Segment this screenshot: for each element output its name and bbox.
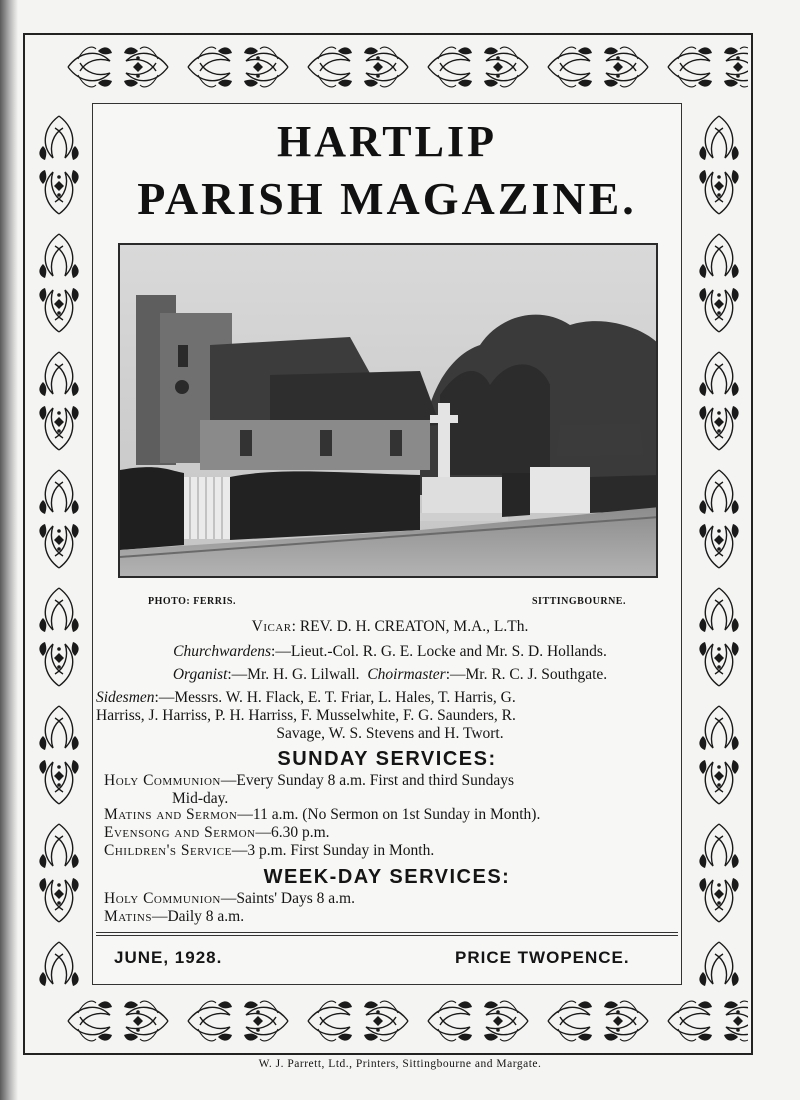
choirmaster-label: Choirmaster: [367, 666, 446, 683]
sunday-matins: [104, 806, 684, 824]
sunday-evensong: [104, 824, 684, 842]
organist-line: [100, 666, 680, 684]
organist-label: Organist: [172, 666, 228, 683]
sidesmen-line-2: Harriss, J. Harriss, P. H. Harriss, F. Musselwhite, F. G. Saunders, R.: [96, 707, 516, 724]
choirmaster-name: :—Mr. R. C. J. Southgate.: [445, 666, 608, 683]
organist-name: :—Mr. H. G. Lilwall.: [227, 666, 360, 683]
footer-rule-bottom: [96, 935, 678, 936]
sunday-evensong-label: Evensong and Sermon: [104, 824, 256, 841]
printer-imprint: W. J. Parrett, Ltd., Printers, Sittingbourne and Margate.: [258, 1058, 542, 1070]
churchwardens-names: :—Lieut.-Col. R. G. E. Locke and Mr. S. D. Hollands.: [271, 643, 607, 660]
right-floral-border: [688, 96, 750, 992]
photo-credit: PHOTO: FERRIS.: [148, 596, 236, 607]
sunday-holy-communion: [104, 772, 684, 790]
sunday-childrens-service: [104, 842, 684, 860]
church-photograph: [118, 243, 658, 578]
sunday-matins-label: Matins and Sermon: [104, 806, 238, 823]
top-floral-border: [28, 36, 748, 98]
weekday-holy-communion-time: —Saints' Days 8 a.m.: [220, 890, 355, 907]
weekday-matins-time: —Daily 8 a.m.: [151, 908, 245, 925]
sunday-matins-time: —11 a.m. (No Sermon on 1st Sunday in Month).: [237, 806, 541, 823]
footer-rule-top: [96, 932, 678, 933]
weekday-services-heading: WEEK-DAY SERVICES:: [263, 866, 511, 888]
vicar-label: Vicar: [251, 618, 292, 635]
masthead-title-line2: PARISH MAGAZINE.: [137, 173, 637, 224]
issue-price: PRICE TWOPENCE.: [455, 948, 630, 967]
sidesmen-label: Sidesmen: [96, 689, 155, 706]
sunday-holy-communion-label: Holy Communion: [104, 772, 221, 789]
bottom-floral-border: [28, 990, 748, 1052]
weekday-matins-label: Matins: [104, 908, 152, 925]
sidesmen-names-1: :—Messrs. W. H. Flack, E. T. Friar, L. Hales, T. Harris, G.: [154, 689, 516, 706]
churchwardens-label: Churchwardens: [173, 643, 272, 660]
photo-location: SITTINGBOURNE.: [532, 596, 626, 607]
sunday-childrens-time: —3 p.m. First Sunday in Month.: [231, 842, 435, 859]
sunday-services-heading: SUNDAY SERVICES:: [277, 748, 497, 770]
sunday-childrens-label: Children's Service: [104, 842, 232, 859]
masthead-title-line1: HARTLIP: [277, 117, 497, 166]
sidesmen-line-3: Savage, W. S. Stevens and H. Twort.: [276, 725, 504, 742]
page-gutter-shadow: [0, 0, 18, 1100]
sunday-holy-communion-times: —Every Sunday 8 a.m. First and third Sundays: [220, 772, 515, 789]
issue-date: JUNE, 1928.: [114, 948, 223, 967]
sidesmen-line-1: [96, 689, 676, 707]
weekday-holy-communion-label: Holy Communion: [104, 890, 221, 907]
vicar-name: : REV. D. H. CREATON, M.A., L.Th.: [291, 618, 529, 635]
weekday-matins: [104, 908, 684, 926]
sunday-evensong-time: —6.30 p.m.: [255, 824, 330, 841]
weekday-holy-communion: [104, 890, 684, 908]
left-floral-border: [28, 96, 90, 992]
vicar-line: [100, 618, 680, 636]
sunday-holy-communion-cont: Mid-day.: [172, 790, 229, 807]
churchwardens-line: [100, 643, 680, 661]
